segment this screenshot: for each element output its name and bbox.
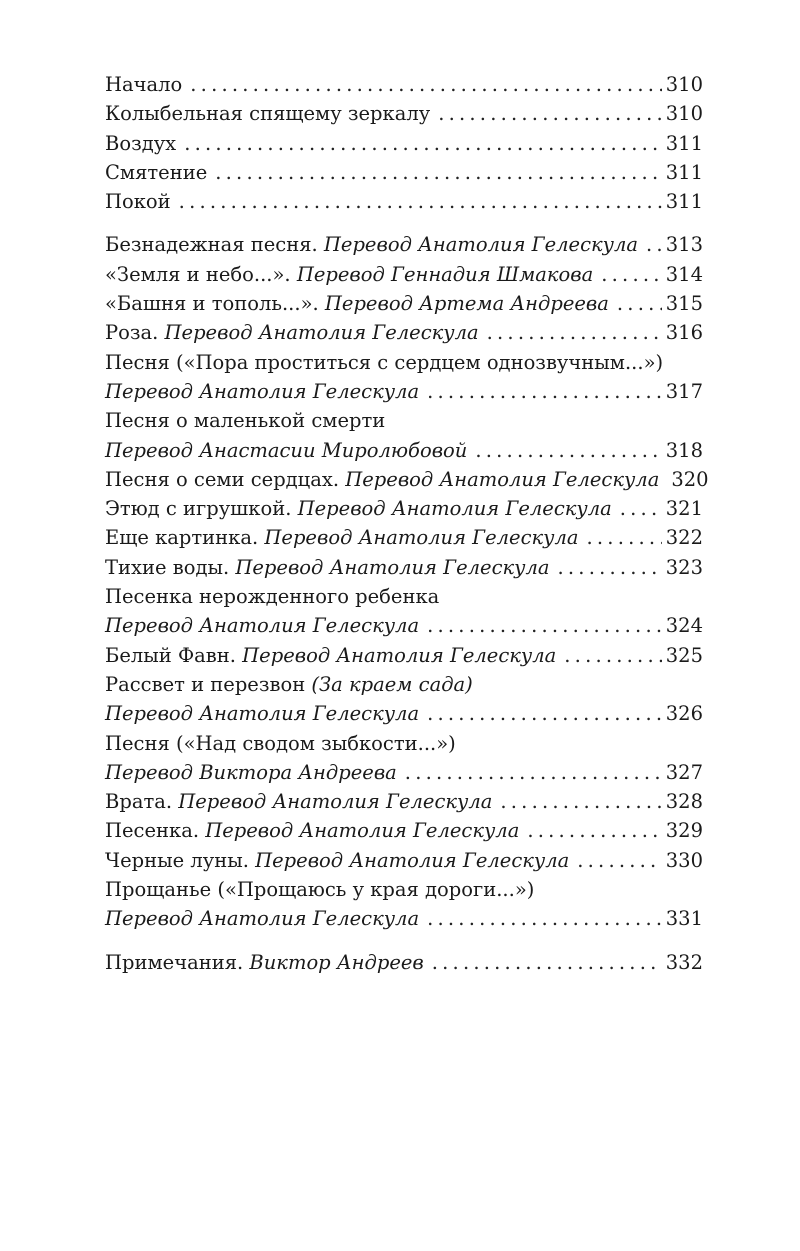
toc-line	[105, 187, 703, 216]
entry-text: Песня («Пора проститься с сердцем однозвучным...»)	[105, 350, 664, 374]
page-number: 311	[665, 160, 703, 184]
entry-text: Безнадежная песня.	[105, 233, 318, 257]
entry-title	[105, 553, 550, 582]
toc-line	[105, 699, 703, 728]
entry-title	[105, 318, 479, 347]
dot-leader	[427, 699, 662, 728]
toc-entry	[105, 553, 703, 582]
entry-title	[105, 948, 424, 977]
entry-title	[105, 670, 473, 699]
entry-text: Песенка.	[105, 819, 200, 843]
page-number: 328	[665, 790, 703, 814]
toc-entry	[105, 846, 703, 875]
dot-leader	[184, 129, 662, 158]
toc-entry	[105, 582, 703, 641]
toc-line	[105, 553, 703, 582]
page-number: 322	[665, 526, 703, 550]
toc-entry	[105, 289, 703, 318]
toc-line	[105, 260, 703, 289]
entry-text: Прощанье («Прощаюсь у края дороги...»)	[105, 878, 535, 902]
entry-title	[105, 758, 397, 787]
entry-text: Покой	[105, 190, 171, 214]
page-number: 326	[665, 702, 703, 726]
toc-entry	[105, 641, 703, 670]
toc-entry	[105, 129, 703, 158]
entry-text: «Башня и тополь...».	[105, 292, 319, 316]
toc-line	[105, 846, 703, 875]
toc-line	[105, 582, 703, 611]
page-number: 317	[665, 379, 703, 403]
entry-text: Песня о семи сердцах.	[105, 467, 340, 491]
toc-group	[105, 70, 703, 216]
page-number: 325	[665, 643, 703, 667]
page-number: 320	[671, 467, 709, 491]
entry-title	[105, 99, 430, 128]
toc-entry	[105, 465, 709, 494]
entry-text: Роза.	[105, 321, 159, 345]
entry-text: Песенка нерожденного ребенка	[105, 585, 440, 609]
toc-line	[105, 948, 703, 977]
page-number: 313	[665, 233, 703, 257]
dot-leader	[427, 377, 662, 406]
page-number: 332	[665, 950, 703, 974]
toc-entry	[105, 158, 703, 187]
entry-translator: Перевод Геннадия Шмакова	[296, 262, 594, 286]
dot-leader	[427, 611, 662, 640]
dot-leader	[487, 318, 662, 347]
dot-leader	[601, 260, 662, 289]
entry-title	[105, 494, 612, 523]
entry-text: Рассвет и перезвон	[105, 672, 306, 696]
toc-line	[105, 99, 703, 128]
entry-title	[105, 816, 519, 845]
toc-entry	[105, 318, 703, 347]
toc-line	[105, 465, 709, 494]
page-number: 321	[665, 497, 703, 521]
toc-entry	[105, 729, 703, 788]
entry-title	[105, 436, 467, 465]
toc-entry	[105, 816, 703, 845]
entry-translator: Перевод Анатолия Гелескула	[264, 526, 579, 550]
entry-translator: Перевод Анастасии Миролюбовой	[105, 438, 468, 462]
entry-text: Черные луны.	[105, 848, 249, 872]
entry-title	[105, 230, 638, 259]
toc-line	[105, 641, 703, 670]
toc-line	[105, 230, 703, 259]
toc-line	[105, 318, 703, 347]
entry-title	[105, 699, 419, 728]
entry-title	[105, 523, 579, 552]
toc-line	[105, 670, 703, 699]
toc-entry	[105, 875, 703, 934]
toc-line	[105, 758, 703, 787]
toc-entry	[105, 230, 703, 259]
entry-title	[105, 348, 663, 377]
dot-leader	[646, 230, 662, 259]
entry-text: Белый Фавн.	[105, 643, 236, 667]
toc-entry	[105, 99, 703, 128]
toc-entry	[105, 260, 703, 289]
toc-line	[105, 787, 703, 816]
toc-line	[105, 158, 703, 187]
entry-title	[105, 260, 593, 289]
entry-translator: Перевод Анатолия Гелескула	[178, 790, 493, 814]
entry-translator: Перевод Анатолия Гелескула	[105, 702, 420, 726]
entry-translator: Перевод Виктора Андреева	[105, 760, 397, 784]
entry-title	[105, 377, 419, 406]
dot-leader	[405, 758, 662, 787]
entry-title	[105, 289, 609, 318]
page-number: 323	[665, 555, 703, 579]
page-number: 329	[665, 819, 703, 843]
toc-line	[105, 406, 703, 435]
page-number: 327	[665, 760, 703, 784]
toc-line	[105, 729, 703, 758]
entry-text: Примечания.	[105, 950, 244, 974]
entry-translator: (За краем сада)	[311, 672, 473, 696]
entry-text: Песня («Над сводом зыбкости...»)	[105, 731, 456, 755]
table-of-contents	[105, 70, 709, 977]
entry-text: Этюд с игрушкой.	[105, 497, 292, 521]
page-number: 316	[665, 321, 703, 345]
entry-text: Смятение	[105, 160, 208, 184]
dot-leader	[527, 816, 661, 845]
dot-leader	[438, 99, 662, 128]
toc-group	[105, 230, 709, 933]
entry-translator: Перевод Анатолия Гелескула	[105, 379, 420, 403]
entry-title	[105, 187, 171, 216]
entry-translator: Перевод Анатолия Гелескула	[105, 614, 420, 638]
entry-translator: Перевод Анатолия Гелескула	[205, 819, 520, 843]
page-number: 318	[665, 438, 703, 462]
entry-text: «Земля и небо...».	[105, 262, 291, 286]
dot-leader	[179, 187, 662, 216]
page-number: 315	[665, 292, 703, 316]
entry-translator: Перевод Анатолия Гелескула	[297, 497, 612, 521]
dot-leader	[587, 523, 662, 552]
dot-leader	[432, 948, 662, 977]
toc-line	[105, 494, 703, 523]
toc-entry	[105, 787, 703, 816]
entry-translator: Перевод Анатолия Гелескула	[255, 848, 570, 872]
entry-title	[105, 582, 439, 611]
entry-title	[105, 875, 534, 904]
entry-translator: Перевод Артема Андреева	[324, 292, 609, 316]
toc-entry	[105, 523, 703, 552]
page-number: 331	[665, 907, 703, 931]
entry-title	[105, 129, 176, 158]
entry-translator: Перевод Анатолия Гелескула	[345, 467, 660, 491]
page-number: 310	[665, 102, 703, 126]
entry-translator: Виктор Андреев	[249, 950, 424, 974]
entry-title	[105, 158, 207, 187]
entry-translator: Перевод Анатолия Гелескула	[164, 321, 479, 345]
dot-leader	[427, 904, 662, 933]
entry-title	[105, 846, 569, 875]
toc-entry	[105, 70, 703, 99]
page-number: 314	[665, 262, 703, 286]
dot-leader	[500, 787, 661, 816]
toc-line	[105, 611, 703, 640]
entry-translator: Перевод Анатолия Гелескула	[242, 643, 557, 667]
dot-leader	[475, 436, 661, 465]
entry-translator: Перевод Анатолия Гелескула	[323, 233, 639, 257]
toc-entry	[105, 187, 703, 216]
toc-line	[105, 875, 703, 904]
page-number: 330	[665, 848, 703, 872]
toc-line	[105, 348, 703, 377]
entry-title	[105, 611, 419, 640]
entry-translator: Перевод Анатолия Гелескула	[235, 555, 550, 579]
entry-title	[105, 406, 385, 435]
dot-leader	[577, 846, 662, 875]
toc-entry	[105, 948, 703, 977]
entry-title	[105, 641, 556, 670]
toc-line	[105, 289, 703, 318]
dot-leader	[190, 70, 661, 99]
page-number: 324	[665, 614, 703, 638]
toc-entry	[105, 494, 703, 523]
entry-text: Колыбельная спящему зеркалу	[105, 102, 431, 126]
toc-group	[105, 948, 703, 977]
entry-text: Еще картинка.	[105, 526, 259, 550]
entry-translator: Перевод Анатолия Гелескула	[105, 907, 420, 931]
toc-line	[105, 377, 703, 406]
page-number: 311	[665, 131, 703, 155]
toc-entry	[105, 348, 703, 407]
entry-title	[105, 729, 456, 758]
entry-title	[105, 465, 659, 494]
entry-text: Тихие воды.	[105, 555, 230, 579]
dot-leader	[620, 494, 662, 523]
toc-line	[105, 816, 703, 845]
dot-leader	[617, 289, 662, 318]
toc-line	[105, 523, 703, 552]
entry-text: Песня о маленькой смерти	[105, 409, 386, 433]
toc-line	[105, 436, 703, 465]
page-number: 310	[665, 73, 703, 96]
dot-leader	[558, 553, 662, 582]
toc-line	[105, 904, 703, 933]
toc-line	[105, 129, 703, 158]
entry-text: Воздух	[105, 131, 177, 155]
page-number: 311	[665, 190, 703, 214]
toc-entry	[105, 406, 703, 465]
dot-leader	[215, 158, 662, 187]
toc-line	[105, 70, 703, 99]
toc-entry	[105, 670, 703, 729]
entry-text: Начало	[105, 73, 183, 96]
entry-title	[105, 787, 492, 816]
entry-text: Врата.	[105, 790, 173, 814]
entry-title	[105, 904, 419, 933]
entry-title	[105, 70, 182, 99]
dot-leader	[564, 641, 661, 670]
